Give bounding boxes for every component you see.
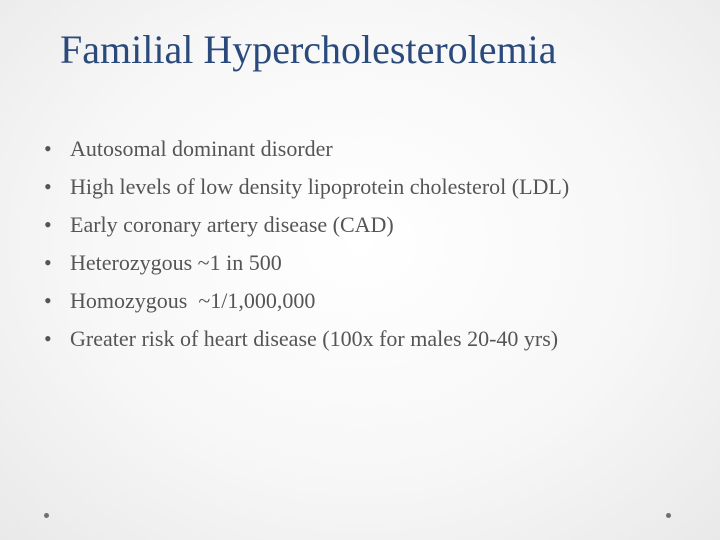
slide-title: Familial Hypercholesterolemia xyxy=(60,27,557,72)
bullet-dot-icon: • xyxy=(44,174,52,199)
bullet-text: Early coronary artery disease (CAD) xyxy=(70,212,394,237)
bullet-list xyxy=(44,134,704,362)
bullet-dot-icon: • xyxy=(44,136,52,161)
decorative-dot-icon xyxy=(666,513,671,518)
bullet-item xyxy=(44,248,704,278)
bullet-item xyxy=(44,286,704,316)
decorative-dot-icon xyxy=(44,513,49,518)
bullet-text: High levels of low density lipoprotein cholesterol (LDL) xyxy=(70,174,570,199)
bullet-item xyxy=(44,134,704,164)
bullet-dot-icon: • xyxy=(44,250,52,275)
bullet-text: Homozygous ~1/1,000,000 xyxy=(70,288,316,313)
bullet-dot-icon: • xyxy=(44,288,52,313)
bullet-text: Greater risk of heart disease (100x for males 20-40 yrs) xyxy=(70,326,559,351)
bullet-item xyxy=(44,210,704,240)
bullet-item xyxy=(44,172,704,202)
bullet-dot-icon: • xyxy=(44,326,52,351)
bullet-text: Heterozygous ~1 in 500 xyxy=(70,250,282,275)
bullet-item xyxy=(44,324,704,354)
bullet-dot-icon: • xyxy=(44,212,52,237)
bullet-text: Autosomal dominant disorder xyxy=(70,136,333,161)
